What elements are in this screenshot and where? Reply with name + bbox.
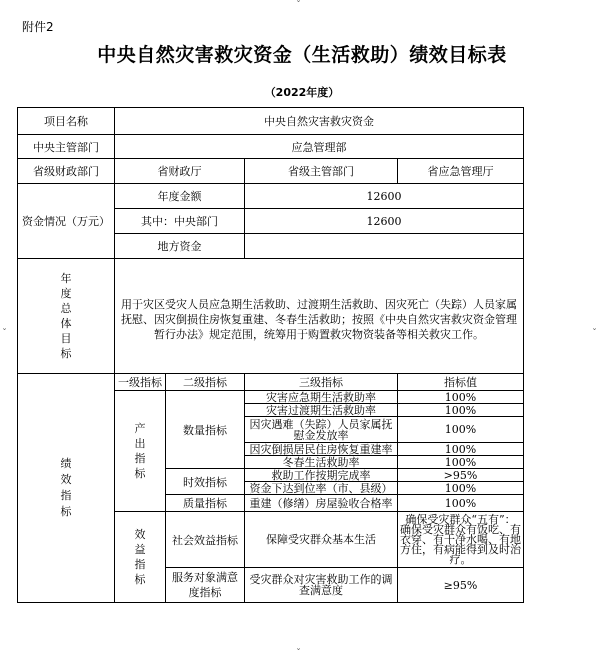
indicator-name: 冬春生活救助率 [245,456,398,469]
benefit-label [115,512,166,603]
indicator-name: 救助工作按期完成率 [245,469,398,482]
row-funds-annual [18,184,524,209]
indicator-value: 100% [398,417,524,443]
indicator-name: 保障受灾群众基本生活 [245,512,398,568]
indicator-value: 确保受灾群众“五有”：确保受灾群众有饭吃、有衣穿、有干净水喝、有地方住，有病能得到及时治疗。 [398,512,524,568]
quality-label: 质量指标 [166,495,245,512]
indicator-value: 100% [398,443,524,456]
indicator-value: 100% [398,404,524,417]
edge-mark-left: ˇ [2,328,7,339]
funds-local-value [245,234,524,259]
goal-text: 用于灾区受灾人员应急期生活救助、过渡期生活救助、因灾死亡（失踪）人员家属抚慰、因灾倒损住房恢复重建、冬春生活救助；按照《中央自然灾害救灾资金管理暂行办法》规定范围，统筹用于购置救灾物资装备等相关救灾工作。 [121,297,517,341]
indicator-name: 重建（修缮）房屋验收合格率 [245,495,398,512]
indicator-value: 100% [398,482,524,495]
satisfaction-label: 服务对象满意度指标 [166,568,245,603]
indicator-value: 100% [398,456,524,469]
provincial-finance-value: 省财政厅 [115,159,245,184]
header-level2: 二级指标 [166,374,245,391]
funds-central-value: 12600 [245,209,524,234]
row-central-dept [18,135,524,159]
indicator-name: 灾害过渡期生活救助率 [245,404,398,417]
funds-annual-value: 12600 [245,184,524,209]
indicator-name: 受灾群众对灾害救助工作的调查满意度 [245,568,398,603]
indicator-name: 灾害应急期生活救助率 [245,391,398,404]
funds-local-label: 地方资金 [115,234,245,259]
row-provincial [18,159,524,184]
attachment-label: 附件2 [22,20,54,34]
row-project [18,108,524,135]
indicator-name: 因灾遇难（失踪）人员家属抚慰金发放率 [245,417,398,443]
provincial-dept-value: 省应急管理厅 [398,159,524,184]
funds-label: 资金情况（万元） [18,184,115,259]
indicators-label [18,374,115,603]
project-name-value: 中央自然灾害救灾资金 [115,108,524,135]
page-title: 中央自然灾害救灾资金（生活救助）绩效目标表 [97,44,507,66]
quantity-label: 数量指标 [166,391,245,469]
edge-mark-bottom: ˇ [296,648,301,659]
year-label: （2022年度） [264,86,340,99]
funds-annual-label: 年度金额 [115,184,245,209]
social-label: 社会效益指标 [166,512,245,568]
provincial-dept-label: 省级主管部门 [245,159,398,184]
indicator-value: ≥95% [398,568,524,603]
project-name-label: 项目名称 [18,108,115,135]
provincial-finance-label: 省级财政部门 [18,159,115,184]
performance-table [17,107,524,603]
indicator-value: >95% [398,469,524,482]
row-indicator-headers [18,374,524,391]
edge-mark-right: ˇ [592,328,597,339]
goal-label-text: 年度总体目标 [60,272,72,360]
header-level3: 三级指标 [245,374,398,391]
output-label-text: 产出指标 [134,422,146,480]
central-dept-value: 应急管理部 [115,135,524,159]
row-goal [18,259,524,374]
indicators-label-text: 绩效指标 [60,457,72,518]
benefit-label-text: 效益指标 [134,528,146,586]
timeliness-label: 时效指标 [166,469,245,495]
header-value: 指标值 [398,374,524,391]
goal-label [18,259,115,374]
central-dept-label: 中央主管部门 [18,135,115,159]
header-level1: 一级指标 [115,374,166,391]
goal-text-cell [115,259,524,374]
indicator-value: 100% [398,391,524,404]
edge-mark-top: ˇ [296,0,301,11]
indicator-name: 资金下达到位率（市、县级） [245,482,398,495]
indicator-value: 100% [398,495,524,512]
output-label [115,391,166,512]
indicator-name: 因灾倒损居民住房恢复重建率 [245,443,398,456]
funds-central-label: 其中：中央部门 [115,209,245,234]
